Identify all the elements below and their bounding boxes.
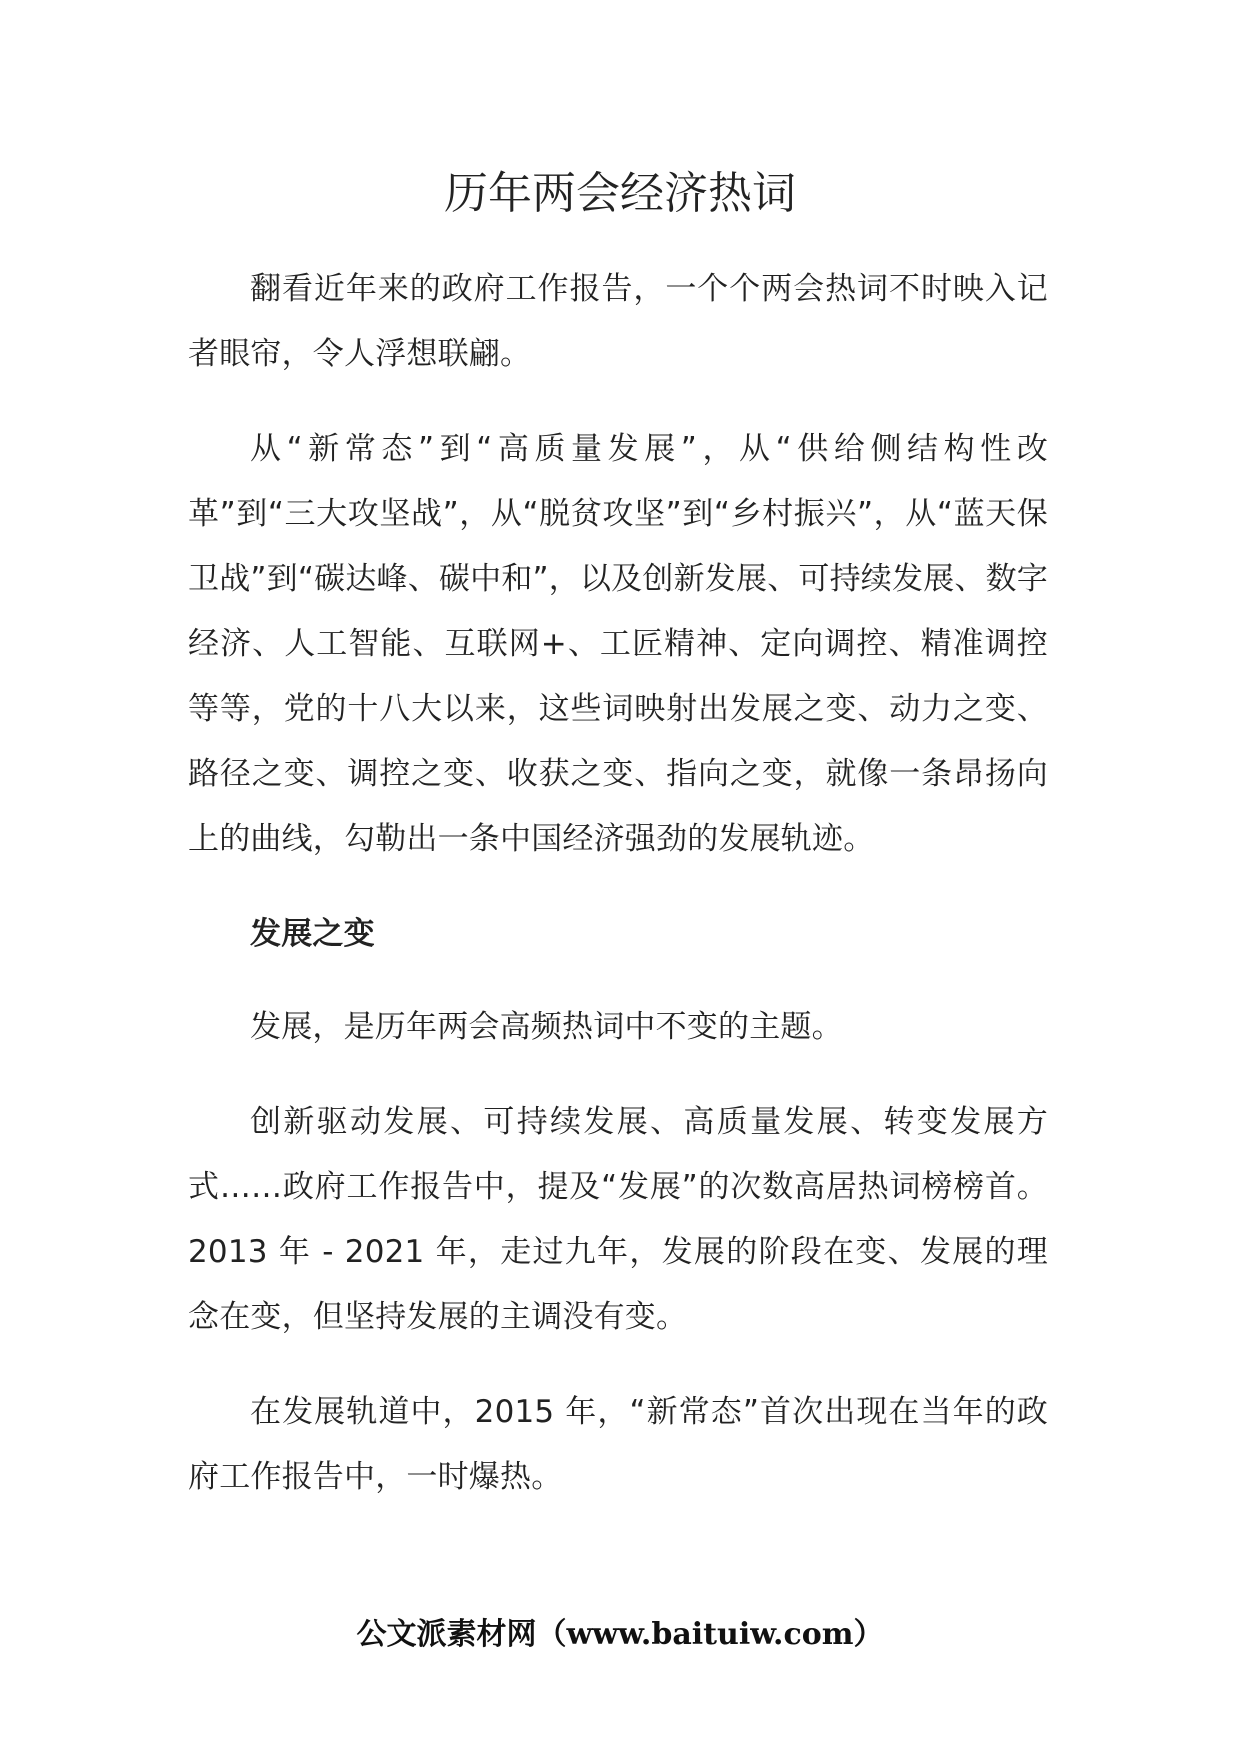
section-heading: 发展之变 [250, 916, 375, 952]
document-body [188, 257, 1048, 1540]
footer-watermark: 公文派素材网（www.baituiw.com） [356, 1617, 884, 1652]
intro-paragraph: 翻看近年来的政府工作报告，一个个两会热词不时映入记者眼帘，令人浮想联翩。 [188, 271, 1048, 372]
section-paragraph: 发展，是历年两会高频热词中不变的主题。 [250, 1009, 843, 1045]
document-title: 历年两会经济热词 [444, 168, 796, 219]
section-paragraph: 创新驱动发展、可持续发展、高质量发展、转变发展方式……政府工作报告中，提及“发展”的次数高居热词榜榜首。2013 年 - 2021 年，走过九年，发展的阶段在变、发展的理念在变，但坚持发展的主调没有变。 [188, 1104, 1048, 1335]
section-paragraph: 在发展轨道中，2015 年，“新常态”首次出现在当年的政府工作报告中，一时爆热。 [188, 1394, 1048, 1495]
keywords-paragraph: 从“新常态”到“高质量发展”，从“供给侧结构性改革”到“三大攻坚战”，从“脱贫攻坚”到“乡村振兴”，从“蓝天保卫战”到“碳达峰、碳中和”，以及创新发展、可持续发展、数字经济、人工智能、互联网+、工匠精神、定向调控、精准调控等等，党的十八大以来，这些词映射出发展之变、动力之变、路径之变、调控之变、收获之变、指向之变，就像一条昂扬向上的曲线，勾勒出一条中国经济强劲的发展轨迹。 [188, 431, 1048, 857]
